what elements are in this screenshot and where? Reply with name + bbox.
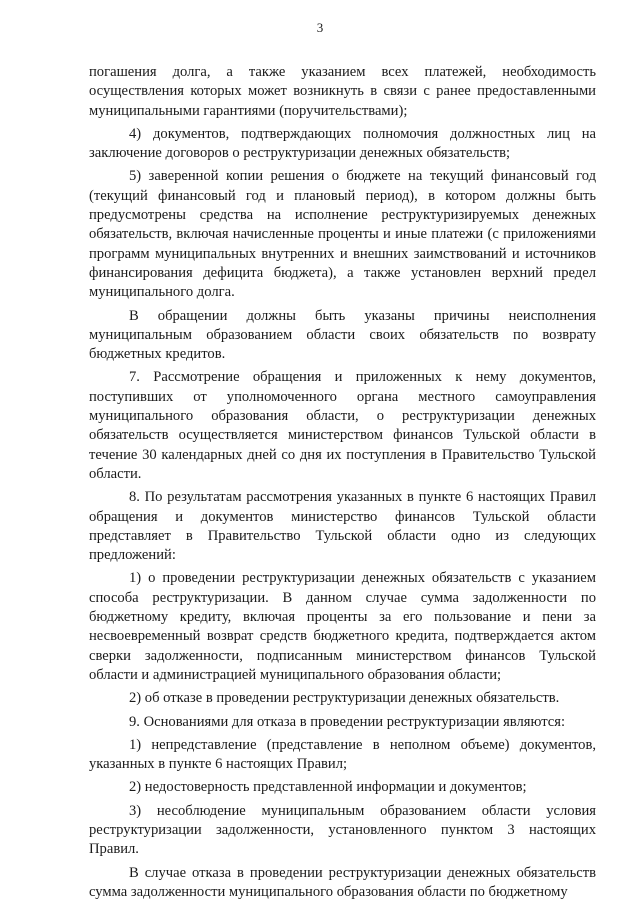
document-body: [89, 63, 596, 902]
paragraph-clause-7: 7. Рассмотрение обращения и приложенных к нему документов, поступивших от уполномоченного органа местного самоуправления муниципального образования области, о реструктуризации денежных обязательств осуществляется министерством финансов Тульской области в течение 30 календарных дней со дня их поступления в Правительство Тульской области.: [89, 369, 596, 482]
paragraph-clause-9: 9. Основаниями для отказа в проведении реструктуризации являются:: [129, 713, 566, 730]
paragraph-continuation: погашения долга, а также указанием всех платежей, необходимость осуществления которых может возникнуть в связи с ранее предоставленными муниципальными гарантиями (поручительствами);: [89, 64, 596, 119]
paragraph-clause-9-item-3: 3) несоблюдение муниципальным образованием области условия реструктуризации задолженности, установленного пунктом 3 настоящих Правил.: [89, 802, 596, 858]
paragraph-clause-8-item-1: 1) о проведении реструктуризации денежных обязательств с указанием способа реструктуризации. В данном случае сумма задолженности по бюджетному кредиту, включая проценты за его пользование и пени за несвоевременный возврат средств бюджетного кредита, подтверждается актом сверки задолженности, подписанным министерством финансов Тульской области и администрацией муниципального образования области;: [89, 570, 596, 683]
paragraph-clause-9-item-2: 2) недостоверность представленной информации и документов;: [129, 779, 527, 796]
paragraph-item-5: 5) заверенной копии решения о бюджете на текущий финансовый год (текущий финансовый год и плановый период), в котором должны быть предусмотрены средства на исполнение реструктуризируемых денежных обязательств, включая начисленные проценты и иные платежи (с приложениями программ муниципальных внутренних и внешних заимствований и источников финансирования дефицита бюджета), а также установлен верхний предел муниципального долга.: [89, 168, 596, 301]
paragraph-clause-8-item-2: 2) об отказе в проведении реструктуризации денежных обязательств.: [129, 690, 560, 707]
paragraph-clause-9-item-1: 1) непредставление (представление в неполном объеме) документов, указанных в пункте 6 настоящих Правил;: [89, 736, 596, 773]
paragraph-reasons: В обращении должны быть указаны причины неисполнения муниципальным образованием области своих обязательств по возврату бюджетных кредитов.: [89, 307, 596, 363]
page-number: 3: [316, 20, 324, 35]
paragraph-item-4: 4) документов, подтверждающих полномочия должностных лиц на заключение договоров о реструктуризации денежных обязательств;: [89, 125, 596, 162]
paragraph-refusal: В случае отказа в проведении реструктуризации денежных обязательств сумма задолженности муниципального образования области по бюджетному: [89, 864, 596, 900]
paragraph-clause-8: 8. По результатам рассмотрения указанных в пункте 6 настоящих Правил обращения и документов министерство финансов Тульской области представляет в Правительство Тульской области одно из следующих предложений:: [89, 489, 596, 564]
